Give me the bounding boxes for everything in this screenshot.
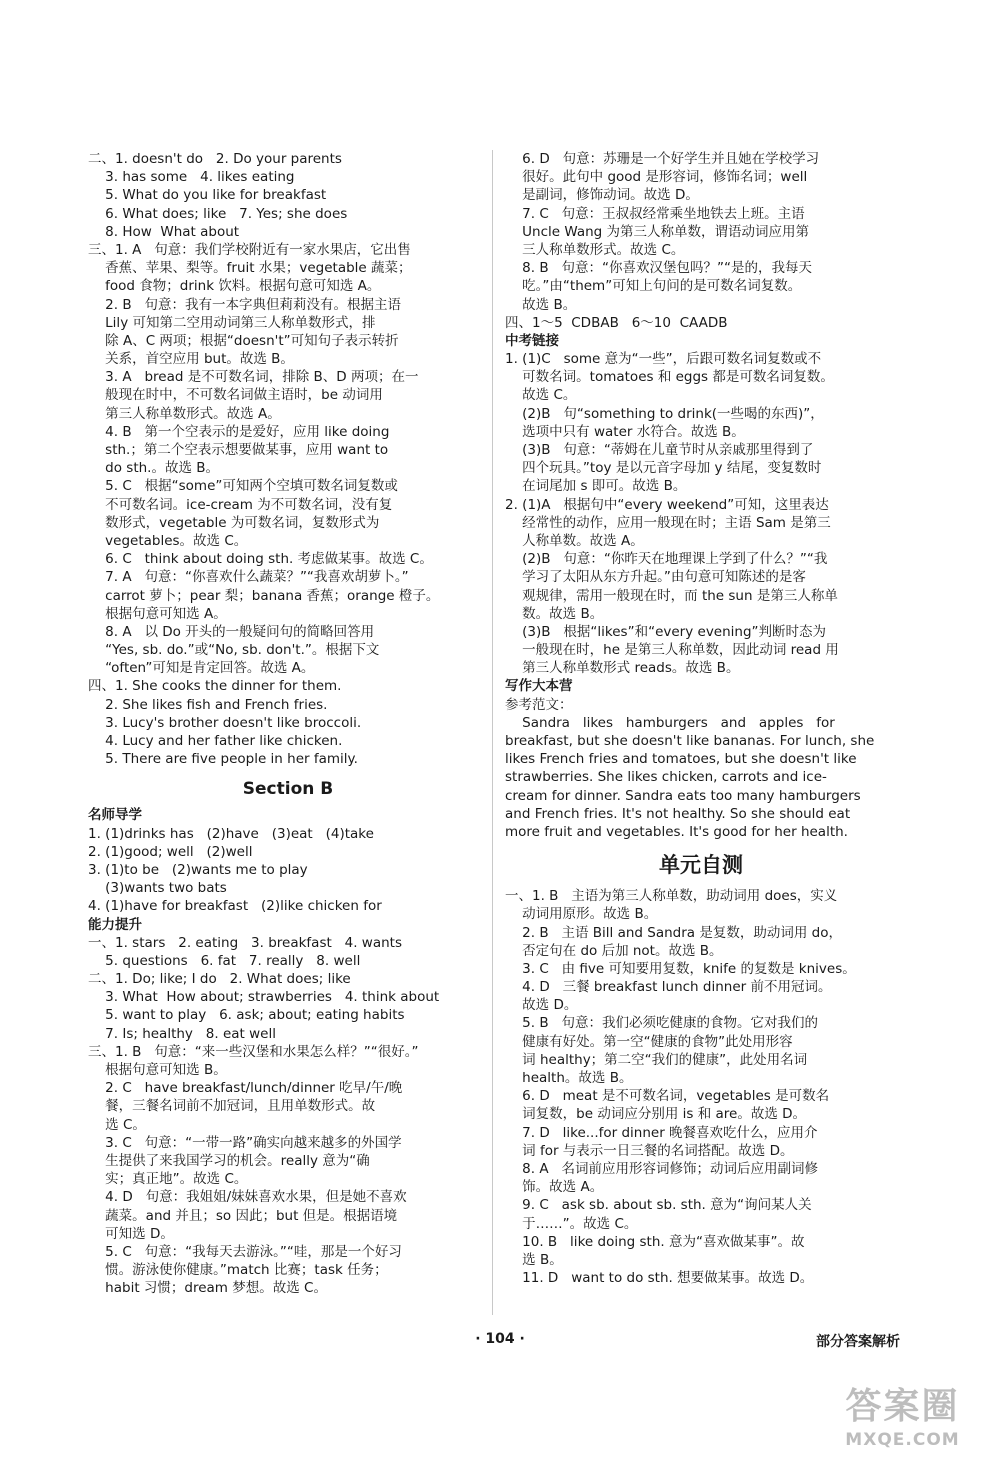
answer-line: 故选 B。: [505, 296, 577, 313]
answer-line: carrot 萝卜；pear 梨；banana 香蕉；orange 橙子。: [88, 587, 440, 604]
sample-label: 参考范文：: [505, 696, 573, 713]
teacher-guide-heading: 名师导学: [88, 807, 142, 824]
answer-line: 学习了太阳从东方升起。”由句意可知陈述的是客: [505, 569, 806, 586]
answer-line: 可数名词。tomatoes 和 eggs 都是可数名词复数。: [505, 369, 834, 386]
answer-line: “often”可知是肯定回答。故选 A。: [88, 660, 315, 677]
essay-line: and French fries. It's not healthy. So she should eat: [505, 805, 851, 822]
answer-line: 不可数名词。ice-cream 为不可数名词，没有复: [88, 496, 393, 513]
answer-line: 5. What do you like for breakfast: [88, 187, 327, 204]
answer-line: 生提供了来我国学习的机会。really 意为“确: [88, 1152, 370, 1169]
answer-line: 餐，三餐名词前不加冠词，且用单数形式。故: [88, 1098, 376, 1115]
answer-line: 一、1. B 主语为第三人称单数，助动词用 does，实义: [505, 888, 838, 905]
answer-line: 10. B like doing sth. 意为“喜欢做某事”。故: [505, 1233, 805, 1250]
answer-line: 词 for 与表示一日三餐的名词搭配。故选 D。: [505, 1142, 794, 1159]
answer-line: 惯。游泳使你健康。”match 比赛；task 任务；: [88, 1262, 388, 1279]
answer-line: 第三人称单数形式 reads。故选 B。: [505, 660, 740, 677]
answer-line: 3. What How about; strawberries 4. think about: [88, 989, 440, 1006]
answer-line: 四个玩具。”toy 是以元音字母加 y 结尾，变复数时: [505, 460, 822, 477]
answer-line: 二、1. doesn't do 2. Do your parents: [88, 151, 342, 167]
answer-line: 11. D want to do sth. 想要做某事。故选 D。: [505, 1270, 814, 1287]
essay-line: cream for dinner. Sandra eats too many hamburgers: [505, 787, 861, 804]
answer-line: 否定句在 do 后加 not。故选 B。: [505, 942, 723, 959]
answer-line: 8. How What about: [88, 223, 240, 240]
answer-line: 一般现在时，he 是第三人称单数，因此动词 read 用: [505, 642, 839, 659]
answer-line: 词 healthy；第二空“我们的健康”，此处用名词: [505, 1051, 808, 1068]
answer-line: (3)B 句意：“蒂姆在儿童节时从亲戚那里得到了: [505, 442, 814, 458]
answer-line: vegetables。故选 C。: [88, 532, 248, 549]
teacher-guide-answers: [88, 825, 488, 916]
answer-line: sth.；第二个空表示想要做某事，应用 want to: [88, 442, 389, 458]
answer-line: 8. A 名词前应用形容词修饰；动词后应用副词修: [505, 1160, 818, 1177]
answer-line: 很好。此句中 good 是形容词，修饰名词；well: [505, 169, 808, 186]
answer-line: 5. B 句意：我们必须吃健康的食物。它对我们的: [505, 1015, 818, 1032]
answer-line: 词复数，be 动词应分别用 is 和 are。故选 D。: [505, 1106, 807, 1123]
exam-link-heading: 中考链接: [505, 332, 559, 349]
answer-line: 5. C 根据“some”可知两个空填可数名词复数或: [88, 478, 398, 495]
answer-line: 2. (1)A 根据句中“every weekend”可知，这里表达: [505, 496, 829, 513]
answer-line: health。故选 B。: [505, 1070, 633, 1086]
answer-line: 4. B 第一个空表示的是爱好，应用 like doing: [88, 423, 390, 440]
answer-line: 5. want to play 6. ask; about; eating habits: [88, 1007, 405, 1024]
answer-line: 6. C think about doing sth. 考虑做某事。故选 C。: [88, 551, 433, 568]
unit-test-title: 单元自测: [659, 853, 743, 878]
answer-line: 8. A 以 Do 开头的一般疑问句的简略回答用: [88, 623, 375, 640]
answer-line: 二、1. Do; like; I do 2. What does; like: [88, 971, 351, 988]
answer-line: 3. C 由 five 可知要用复数，knife 的复数是 knives。: [505, 960, 856, 977]
answer-line: 4. (1)have for breakfast (2)like chicken for: [88, 898, 382, 915]
answer-line: 可知选 D。: [88, 1225, 174, 1242]
answer-line: do sth.。故选 B。: [88, 460, 220, 477]
answer-line: 7. D like...for dinner 晚餐喜欢吃什么，应用介: [505, 1124, 818, 1141]
answer-line: 观规律，需用一般现在时，而 the sun 是第三人称单: [505, 587, 838, 604]
answer-line: 6. D meat 是不可数名词，vegetables 是可数名: [505, 1088, 830, 1105]
part3-continued: [505, 150, 897, 314]
answer-line: 蔬菜。and 并且；so 因此；but 但是。根据语境: [88, 1207, 398, 1224]
essay-line: more fruit and vegetables. It's good for her health.: [505, 823, 848, 840]
answer-line: 动词用原形。故选 B。: [505, 906, 658, 923]
answer-line: 4. D 句意：我姐姐/妹妹喜欢水果，但是她不喜欢: [88, 1189, 407, 1206]
answer-line: 根据句意可知选 B。: [88, 1062, 227, 1078]
watermark: [815, 1385, 990, 1460]
part3-answers: [88, 241, 488, 678]
answer-line: 经常性的动作，应用一般现在时；主语 Sam 是第三: [505, 514, 831, 531]
ability-heading: 能力提升: [88, 916, 142, 933]
ability-part2-answers: [88, 970, 488, 1043]
answer-line: 5. C 句意：“我每天去游泳。”“哇，那是一个好习: [88, 1243, 402, 1260]
answer-line: 7. C 句意：王叔叔经常乘坐地铁去上班。主语: [505, 205, 805, 222]
section-b-title: Section B: [242, 779, 334, 800]
answer-line: Lily 可知第二空用动词第三人称单数形式，排: [88, 314, 376, 331]
ability-part3-answers: [88, 1043, 488, 1298]
answer-line: 选 C。: [88, 1116, 146, 1133]
answer-line: 7. Is; healthy 8. eat well: [88, 1025, 276, 1042]
answer-line: 数。故选 B。: [505, 605, 604, 622]
answer-line: 3. Lucy's brother doesn't like broccoli.: [88, 714, 362, 731]
answer-line: 7. A 句意：“你喜欢什么蔬菜？”“我喜欢胡萝卜。”: [88, 569, 409, 586]
answer-line: 故选 D。: [505, 997, 578, 1014]
answer-line: 3. (1)to be (2)wants me to play: [88, 861, 308, 878]
watermark-url: MXQE.COM: [845, 1430, 960, 1450]
answer-line: Uncle Wang 为第三人称单数，谓语动词应用第: [505, 223, 810, 240]
answer-line: 吃。”由“them”可知上句问的是可数名词复数。: [505, 278, 802, 295]
answer-line: 选 B。: [505, 1251, 563, 1268]
answer-line: 除 A、C 两项；根据“doesn't”可知句子表示转折: [88, 332, 399, 349]
left-column: [88, 150, 488, 1297]
page-number: · 104 ·: [475, 1331, 525, 1347]
part4-answer-key: 四、1～5 CDBAB 6～10 CAADB: [505, 314, 728, 331]
answer-line: 2. B 句意：我有一本字典但莉莉没有。根据主语: [88, 296, 401, 313]
answer-line: 2. C have breakfast/lunch/dinner 吃早/午/晚: [88, 1080, 403, 1097]
essay-line: strawberries. She likes chicken, carrots and ice-: [505, 769, 827, 786]
answer-line: 在词尾加 s 即可。故选 B。: [505, 478, 687, 495]
exam-link-answers: [505, 350, 897, 677]
answer-line: 实；真正地”。故选 C。: [88, 1171, 248, 1188]
answer-line: habit 习惯；dream 梦想。故选 C。: [88, 1280, 327, 1297]
answer-line: 是副词，修饰动词。故选 D。: [505, 187, 699, 204]
unit-test-answers: [505, 887, 897, 1287]
essay-line: likes French fries and tomatoes, but she doesn't like: [505, 751, 857, 768]
answer-line: 故选 C。: [505, 387, 577, 404]
answer-line: 三、1. A 句意：我们学校附近有一家水果店，它出售: [88, 241, 411, 258]
answer-line: 2. B 主语 Bill and Sandra 是复数，助动词用 do，: [505, 924, 842, 941]
answer-line: 数形式，vegetable 为可数名词，复数形式为: [88, 514, 380, 531]
right-column: [505, 150, 897, 1287]
answer-line: 1. (1)drinks has (2)have (3)eat (4)take: [88, 825, 374, 842]
part2-answers: [88, 150, 488, 241]
ability-part1-answers: [88, 934, 488, 970]
answer-line: 香蕉、苹果、梨等。fruit 水果；vegetable 蔬菜；: [88, 260, 412, 277]
answer-line: 6. D 句意：苏珊是一个好学生并且她在学校学习: [505, 151, 820, 167]
answer-line: 三、1. B 句意：“来一些汉堡和水果怎么样？”“很好。”: [88, 1043, 419, 1060]
answer-line: (3)B 根据“likes”和“every evening”判断时态为: [505, 623, 827, 640]
answer-line: 5. questions 6. fat 7. really 8. well: [88, 952, 361, 969]
answer-line: 根据句意可知选 A。: [88, 605, 227, 622]
answer-line: food 食物；drink 饮料。根据句意可知选 A。: [88, 278, 381, 295]
column-divider: [492, 150, 493, 1315]
answer-line: 2. (1)good; well (2)well: [88, 843, 253, 860]
answer-line: 3. has some 4. likes eating: [88, 169, 295, 186]
sample-essay: [505, 714, 897, 841]
watermark-logo-text: 答案圈: [845, 1386, 960, 1427]
footer-title: 部分答案解析: [816, 1334, 900, 1350]
answer-line: 一、1. stars 2. eating 3. breakfast 4. wants: [88, 934, 403, 951]
answer-line: 选项中只有 water 水符合。故选 B。: [505, 423, 745, 440]
essay-line: breakfast, but she doesn't like bananas. For lunch, she: [505, 733, 875, 749]
answer-line: 9. C ask sb. about sb. sth. 意为“询问某人关: [505, 1197, 812, 1214]
answer-line: 饰。故选 A。: [505, 1179, 604, 1196]
answer-line: (2)B 句“something to drink(一些喝的东西)”，: [505, 405, 824, 422]
answer-line: 关系，首空应用 but。故选 B。: [88, 351, 294, 368]
answer-line: 8. B 句意：“你喜欢汉堡包吗？”“是的，我每天: [505, 260, 812, 277]
answer-line: “Yes, sb. do.”或“No, sb. don't.”。根据下文: [88, 642, 380, 659]
answer-line: 第三人称单数形式。故选 A。: [88, 405, 281, 422]
answer-line: 人称单数。故选 A。: [505, 532, 644, 549]
answer-line: 般现在时中，不可数名词做主语时，be 动词用: [88, 387, 383, 404]
answer-line: 健康有好处。第一空“健康的食物”此处用形容: [505, 1033, 793, 1050]
answer-line: (3)wants two bats: [88, 880, 227, 897]
answer-line: (2)B 句意：“你昨天在地理课上学到了什么？”“我: [505, 551, 828, 568]
answer-line: 四、1. She cooks the dinner for them.: [88, 678, 342, 695]
answer-line: 3. C 句意：“一带一路”确实向越来越多的外国学: [88, 1134, 402, 1151]
answer-line: 4. Lucy and her father like chicken.: [88, 733, 343, 749]
answer-line: 2. She likes fish and French fries.: [88, 696, 328, 713]
answer-line: 1. (1)C some 意为“一些”，后跟可数名词复数或不: [505, 351, 822, 368]
answer-line: 6. What does; like 7. Yes; she does: [88, 205, 348, 222]
writing-heading: 写作大本营: [505, 678, 573, 695]
answer-line: 3. A bread 是不可数名词，排除 B、D 两项；在一: [88, 369, 419, 386]
essay-line: Sandra likes hamburgers and apples for: [505, 714, 835, 731]
answer-line: 三人称单数形式。故选 C。: [505, 241, 685, 258]
answer-line: 5. There are five people in her family.: [88, 751, 358, 768]
answer-line: 4. D 三餐 breakfast lunch dinner 前不用冠词。: [505, 979, 832, 996]
answer-line: 于……”。故选 C。: [505, 1215, 638, 1232]
part4-answers: [88, 677, 488, 768]
